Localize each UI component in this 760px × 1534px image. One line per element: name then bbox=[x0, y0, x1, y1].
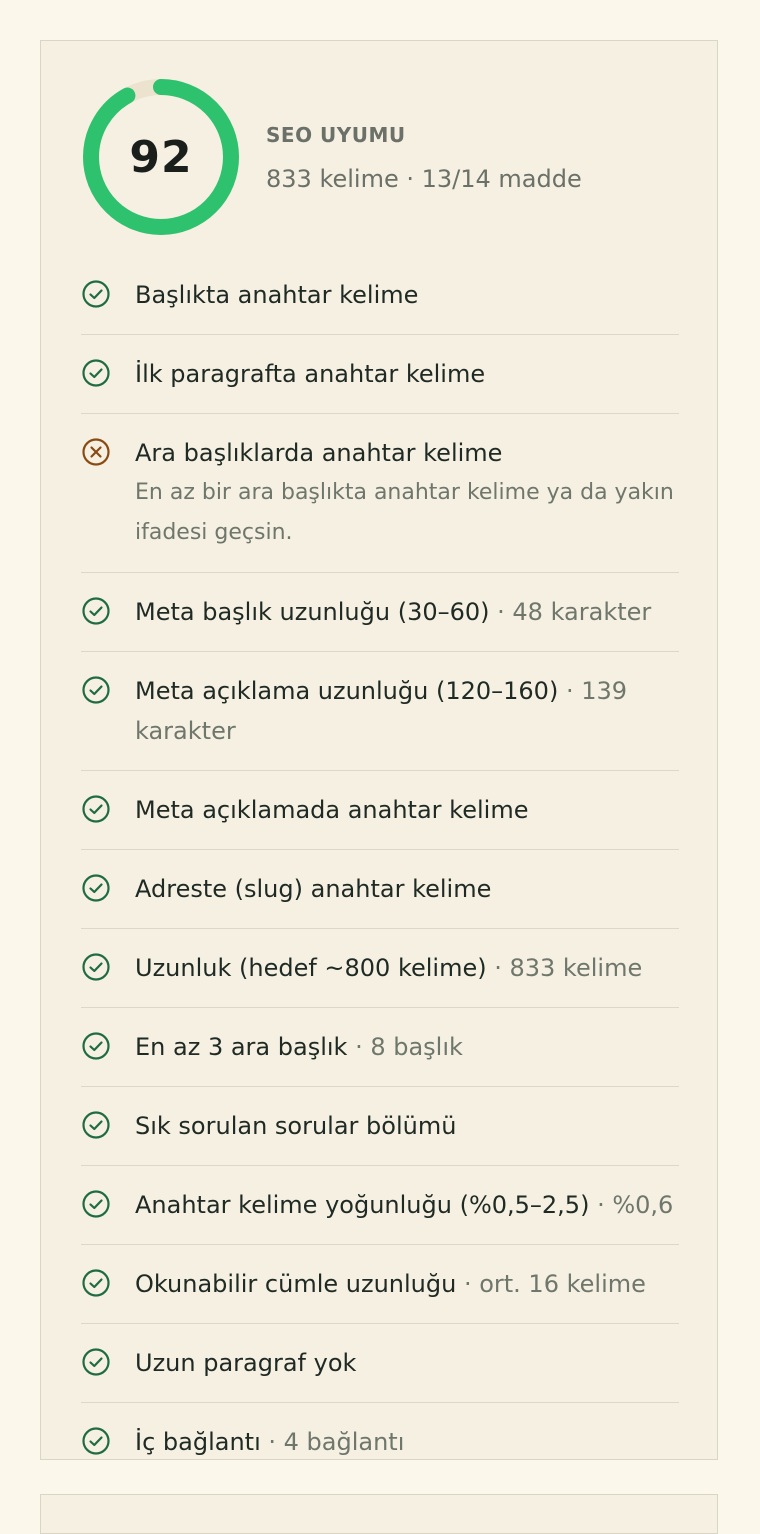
check-circle-icon bbox=[81, 1347, 111, 1377]
check-title-text: En az 3 ara başlık bbox=[135, 1033, 348, 1061]
check-title-text: Okunabilir cümle uzunluğu bbox=[135, 1270, 457, 1298]
check-circle-icon bbox=[81, 358, 111, 388]
check-detail: · 48 karakter bbox=[489, 598, 652, 626]
check-title bbox=[135, 1343, 679, 1383]
check-item-5 bbox=[81, 771, 679, 850]
check-detail: · 833 kelime bbox=[486, 954, 643, 982]
next-card bbox=[40, 1494, 718, 1534]
seo-score-card bbox=[40, 40, 718, 1460]
check-item-3 bbox=[81, 573, 679, 652]
check-title-text: Anahtar kelime yoğunluğu (%0,5–2,5) bbox=[135, 1191, 590, 1219]
check-item-0 bbox=[81, 256, 679, 335]
check-circle-icon bbox=[81, 1189, 111, 1219]
check-item-6 bbox=[81, 850, 679, 929]
check-title-text: Başlıkta anahtar kelime bbox=[135, 281, 419, 309]
check-detail: · ort. 16 kelime bbox=[456, 1270, 646, 1298]
check-item-2 bbox=[81, 414, 679, 573]
check-title bbox=[135, 1422, 679, 1462]
check-title-text: Uzunluk (hedef ~800 kelime) bbox=[135, 954, 487, 982]
check-circle-icon bbox=[81, 675, 111, 705]
check-circle-icon bbox=[81, 596, 111, 626]
score-value: 92 bbox=[129, 131, 193, 183]
score-label: SEO UYUMU bbox=[266, 123, 406, 147]
check-item-4 bbox=[81, 652, 679, 771]
check-title-text: İç bağlantı bbox=[135, 1428, 261, 1456]
check-item-8 bbox=[81, 1008, 679, 1087]
check-item-9 bbox=[81, 1087, 679, 1166]
check-title-text: Adreste (slug) anahtar kelime bbox=[135, 875, 492, 903]
check-detail: · 4 bağlantı bbox=[260, 1428, 405, 1456]
check-title bbox=[135, 1027, 679, 1067]
check-title bbox=[135, 433, 679, 473]
check-circle-icon bbox=[81, 952, 111, 982]
check-title bbox=[135, 869, 679, 909]
check-title-text: Sık sorulan sorular bölümü bbox=[135, 1112, 457, 1140]
check-detail: · %0,6 bbox=[589, 1191, 674, 1219]
check-item-10 bbox=[81, 1166, 679, 1245]
seo-check-list bbox=[81, 256, 679, 1481]
check-item-13 bbox=[81, 1403, 679, 1481]
check-item-12 bbox=[81, 1324, 679, 1403]
check-circle-icon bbox=[81, 1426, 111, 1456]
check-title-text: İlk paragrafta anahtar kelime bbox=[135, 360, 486, 388]
score-summary: 833 kelime · 13/14 madde bbox=[266, 165, 582, 193]
check-item-1 bbox=[81, 335, 679, 414]
check-circle-icon bbox=[81, 794, 111, 824]
check-title-text: Meta açıklama uzunluğu (120–160) bbox=[135, 677, 559, 705]
check-detail: · 8 başlık bbox=[347, 1033, 463, 1061]
check-circle-icon bbox=[81, 873, 111, 903]
check-title bbox=[135, 275, 679, 315]
check-circle-icon bbox=[81, 1031, 111, 1061]
check-title bbox=[135, 592, 679, 632]
check-title-text: Uzun paragraf yok bbox=[135, 1349, 357, 1377]
check-item-7 bbox=[81, 929, 679, 1008]
check-title bbox=[135, 354, 679, 394]
check-title bbox=[135, 1264, 679, 1304]
check-title bbox=[135, 671, 679, 751]
check-circle-icon bbox=[81, 1268, 111, 1298]
check-title bbox=[135, 790, 679, 830]
check-hint: En az bir ara başlıkta anahtar kelime ya da yakın ifadesi geçsin. bbox=[135, 480, 674, 545]
check-title bbox=[135, 1106, 679, 1146]
check-title-text: Ara başlıklarda anahtar kelime bbox=[135, 439, 503, 467]
check-circle-icon bbox=[81, 1110, 111, 1140]
check-title-text: Meta açıklamada anahtar kelime bbox=[135, 796, 529, 824]
check-title bbox=[135, 948, 679, 988]
check-title bbox=[135, 1185, 679, 1225]
x-circle-icon bbox=[81, 437, 111, 467]
check-item-11 bbox=[81, 1245, 679, 1324]
check-circle-icon bbox=[81, 279, 111, 309]
check-detail: · 139 karakter bbox=[135, 677, 628, 745]
score-gauge bbox=[81, 77, 241, 237]
check-title-text: Meta başlık uzunluğu (30–60) bbox=[135, 598, 490, 626]
